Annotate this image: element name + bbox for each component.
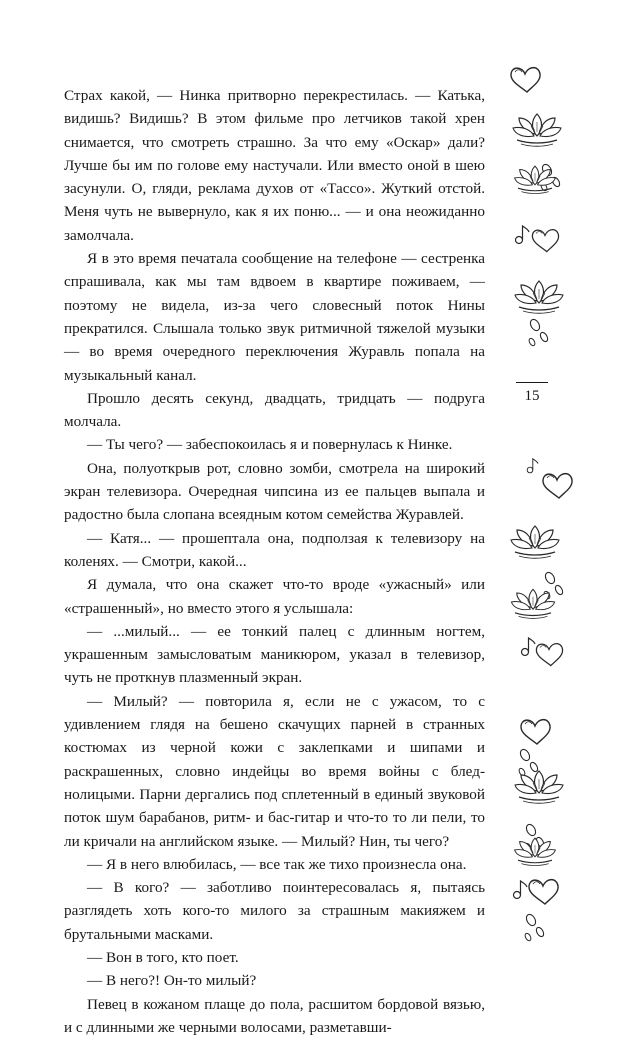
paragraph-11: — В кого? — заботливо поинтересовалась я, пытаясь разглядеть хоть кого-то милого за страшным макияжем и брутальными масками. — [64, 879, 485, 943]
lotus-flower-icon — [515, 771, 563, 803]
lotus-flower-icon — [511, 526, 559, 558]
music-note-icon — [527, 459, 538, 473]
heart-outline-icon — [511, 68, 540, 92]
lotus-flower-icon — [515, 166, 556, 193]
page-number: 15 — [516, 382, 548, 405]
paragraph-4: — Ты чего? — забеспокоилась я и повернулась к Нинке. — [87, 436, 453, 454]
paragraph-3: Прошло десять секунд, двадцать, тридцать — подруга молчала. — [64, 389, 485, 431]
paragraph-6: — Катя... — прошептала она, подползая к телевизору на коленях. — Смотри, какой... — [64, 529, 485, 570]
water-drops-icon — [518, 748, 539, 777]
lotus-flower-icon — [515, 281, 563, 313]
paragraph-1: Страх какой, — Нинка притворно перекрестилась. — Катька, видишь? Видишь? В этом фильме про летчиков такой хрен снимается, что смотреть страшно. За что ему «Оскар» дали? Лучше бы им по голове ему настучали. Или вместо оной в шею засунули. О, гляди, реклама духов от «Тассо». Жуткий отстой. Меня чуть не вывернуло, как я их поню... — и она неожиданно замолчала. — [64, 87, 485, 244]
music-note-icon — [514, 881, 528, 899]
music-note-icon — [516, 226, 530, 244]
floral-ornament-border — [495, 40, 618, 1000]
heart-outline-icon — [543, 474, 572, 498]
lotus-flower-icon — [511, 589, 554, 618]
water-drops-icon — [524, 913, 545, 942]
paragraph-10: — Я в него влюбилась, — все так же тихо произнесла она. — [87, 855, 467, 873]
paragraph-14: Певец в кожаном плаще до пола, расшитом бордовой вязью, и с длинными же черными волосами, разметавши- — [64, 995, 485, 1036]
heart-outline-icon — [532, 230, 558, 252]
paragraph-5: Она, полуоткрыв рот, словно зомби, смотрела на широкий экран телевизора. Очередная чипсина из ее пальцев выпала и радостно была слопана всеядным котом семейства Журавлей. — [64, 459, 485, 524]
paragraph-12: — Вон в того, кто поет. — [87, 948, 239, 966]
lotus-flower-icon — [513, 114, 561, 146]
paragraph-8: — ...милый... — ее тонкий палец с длинным ногтем, украшенным замысловатым маникюром, указал в телевизор, чуть не проткнув плазменный экран. — [64, 622, 485, 687]
heart-outline-icon — [529, 880, 558, 904]
paragraph-13: — В него?! Он-то милый? — [87, 972, 257, 990]
lotus-flower-icon — [515, 838, 556, 865]
paragraph-2: Я в это время печатала сообщение на телефоне — сестренка спрашивала, как мы там вдвоем в квартире поживаем, — поэтому не видела, из-за чего словесный поток Нины прекратился. Слышала только звук ритмичной тяжелой музыки — во время очередного переключения Журавль попала на музыкальный канал. — [64, 250, 485, 384]
heart-outline-icon — [536, 644, 562, 666]
heart-outline-icon — [521, 720, 550, 744]
body-text — [64, 84, 485, 1039]
paragraph-9: — Милый? — повторила я, если не с ужасом, то с удивлением глядя на бешено скачущих парней в странных костюмах из черной кожи с заклепками и шипами и раскрашенных, словно индейцы во время войны с бледнолицыми. Парни дергались под сплетенный в единый звуковой поток шум барабанов, ритм- и бас-гитар и что-то то ли пели, то ли кричали на английском языке. — Милый? Нин, ты чего? — [64, 692, 485, 850]
music-note-icon — [522, 638, 536, 656]
water-drops-icon — [528, 318, 549, 347]
paragraph-7: Я думала, что она скажет что-то вроде «ужасный» или «страшенный», но вместо этого я услышала: — [64, 576, 485, 617]
